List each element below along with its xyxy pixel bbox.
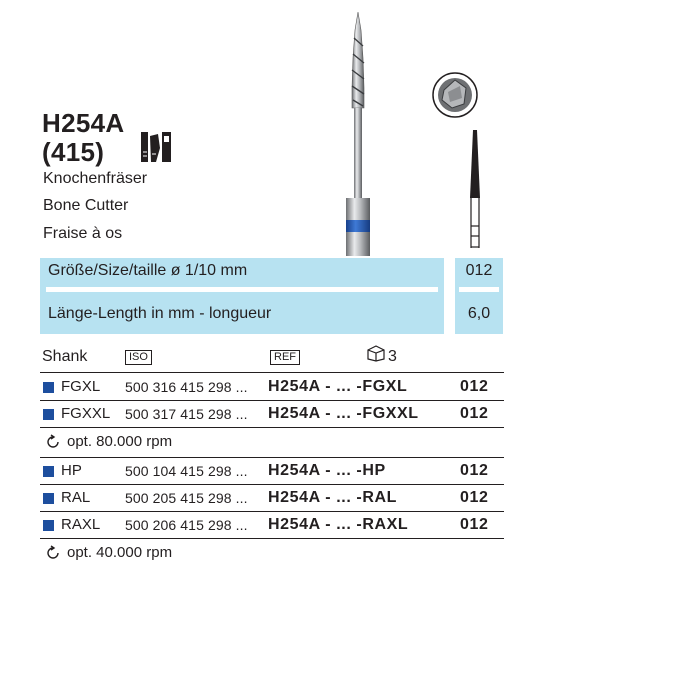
- instrument-photo: [330, 8, 386, 258]
- header-pack-qty: 3: [388, 348, 397, 365]
- row-rule: [40, 400, 504, 401]
- shank-marker: [43, 520, 54, 531]
- rotation-icon: [45, 434, 61, 450]
- row-iso: 500 205 415 298 ...: [125, 490, 248, 506]
- header-iso: ISO: [125, 350, 152, 365]
- header-shank: Shank: [42, 348, 88, 365]
- row-shank: FGXXL: [61, 405, 111, 422]
- spec-size-value: 012: [465, 262, 493, 279]
- row-shank: RAXL: [61, 516, 101, 533]
- row-rule: [40, 484, 504, 485]
- row-ref: H254A - ... -FGXL: [268, 378, 408, 395]
- header-rule: [40, 372, 504, 373]
- row-iso: 500 317 415 298 ...: [125, 406, 248, 422]
- row-rule: [40, 538, 504, 539]
- row-shank: HP: [61, 462, 82, 479]
- row-ref: H254A - ... -FGXXL: [268, 405, 419, 422]
- spec-divider: [46, 287, 438, 292]
- row-ref: H254A - ... -RAL: [268, 489, 398, 506]
- row-shank: RAL: [61, 489, 91, 506]
- spec-length-label: Länge-Length in mm - longueur: [48, 305, 272, 322]
- cross-section-icon: [430, 70, 480, 120]
- spec-value-divider: [459, 287, 499, 292]
- row-size: 012: [460, 405, 489, 422]
- rotation-icon: [45, 545, 61, 561]
- row-size: 012: [460, 489, 489, 506]
- product-alt-code: (415): [42, 137, 105, 167]
- application-icon: [138, 128, 174, 164]
- row-size: 012: [460, 516, 489, 533]
- row-rule: [40, 427, 504, 428]
- rpm-note: opt. 40.000 rpm: [67, 544, 173, 561]
- row-ref: H254A - ... -RAXL: [268, 516, 409, 533]
- shank-marker: [43, 382, 54, 393]
- row-iso: 500 206 415 298 ...: [125, 517, 248, 533]
- shank-marker: [43, 493, 54, 504]
- row-size: 012: [460, 378, 489, 395]
- shank-marker: [43, 409, 54, 420]
- product-name-fr: Fraise à os: [43, 225, 123, 242]
- product-name-en: Bone Cutter: [43, 197, 129, 214]
- spec-size-label: Größe/Size/taille ø 1/10 mm: [48, 262, 248, 279]
- row-shank: FGXL: [61, 378, 101, 395]
- row-size: 012: [460, 462, 489, 479]
- shank-marker: [43, 466, 54, 477]
- spec-length-value: 6,0: [467, 305, 491, 322]
- pack-icon: [366, 344, 386, 362]
- rpm-note: opt. 80.000 rpm: [67, 433, 173, 450]
- product-code: H254A: [42, 108, 125, 138]
- row-ref: H254A - ... -HP: [268, 462, 386, 479]
- product-name-de: Knochenfräser: [43, 170, 148, 187]
- row-rule: [40, 457, 504, 458]
- bur-profile-icon: [462, 128, 488, 250]
- header-ref: REF: [270, 350, 300, 365]
- row-iso: 500 104 415 298 ...: [125, 463, 248, 479]
- row-rule: [40, 511, 504, 512]
- row-iso: 500 316 415 298 ...: [125, 379, 248, 395]
